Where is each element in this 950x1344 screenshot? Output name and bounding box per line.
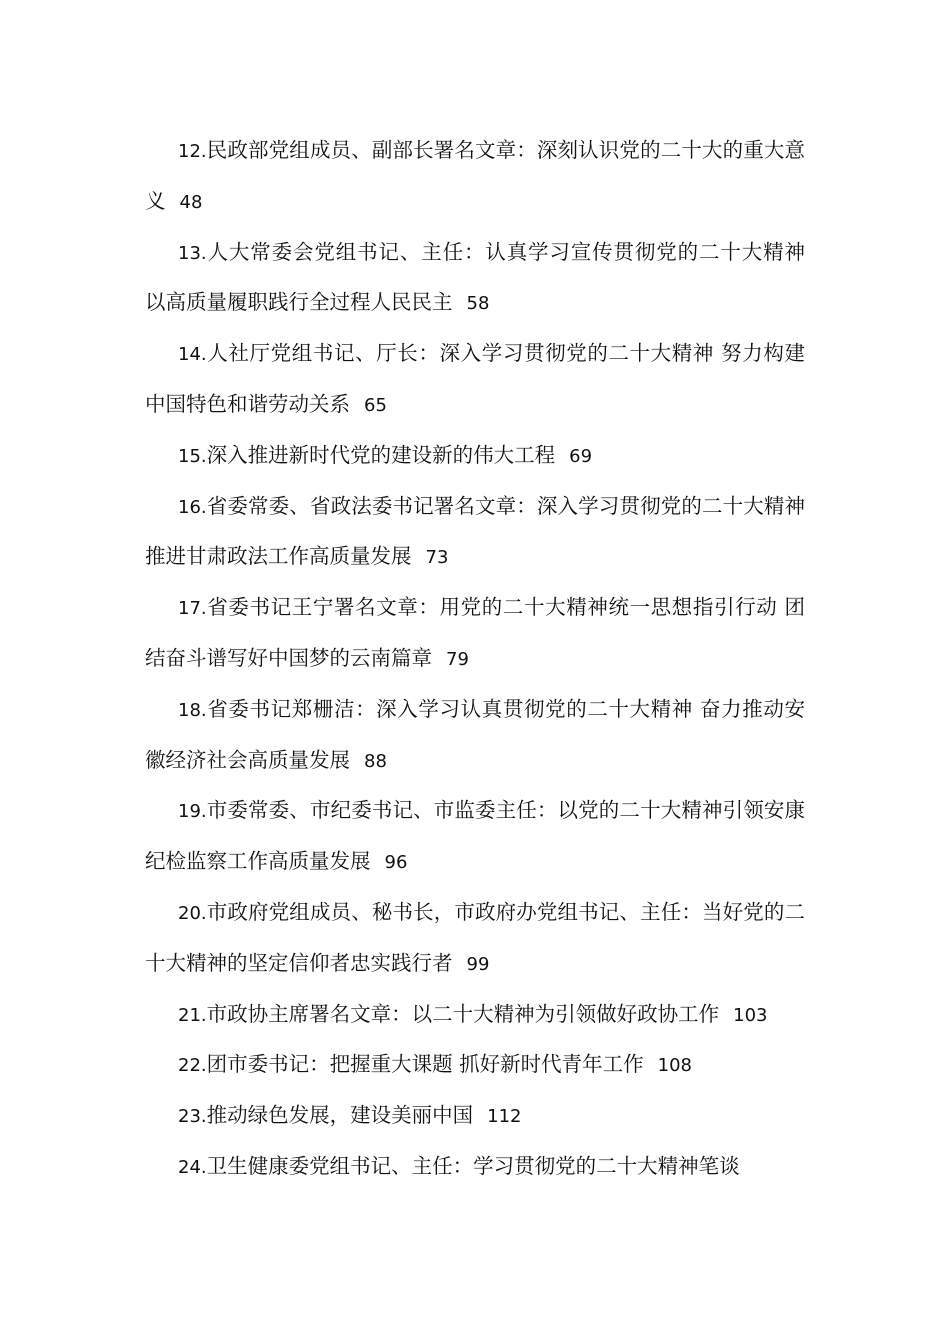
toc-entry-23[interactable] bbox=[145, 1091, 805, 1142]
toc-entry-20[interactable] bbox=[145, 888, 805, 990]
toc-page-number: 99 bbox=[466, 953, 490, 975]
toc-entry-number: 15. bbox=[178, 445, 207, 467]
toc-entry-title: 团市委书记：把握重大课题 抓好新时代青年工作 bbox=[206, 1052, 644, 1077]
toc-entry-title: 市政协主席署名文章：以二十大精神为引领做好政协工作 bbox=[206, 1001, 720, 1026]
toc-entry-title: 省委常委、省政法委书记署名文章：深入学习贯彻党的二十大精神 推进甘肃政法工作高质量发展 bbox=[145, 493, 805, 569]
table-of-contents bbox=[145, 126, 805, 1193]
toc-entry-16[interactable] bbox=[145, 482, 805, 584]
toc-page-number: 73 bbox=[425, 547, 449, 569]
toc-entry-title: 省委书记王宁署名文章：用党的二十大精神统一思想指引行动 团结奋斗谱写好中国梦的云南篇章 bbox=[145, 595, 805, 670]
toc-entry-18[interactable] bbox=[145, 685, 805, 787]
toc-entry-number: 16. bbox=[178, 496, 207, 518]
toc-entry-title: 人大常委会党组书记、主任：认真学习宣传贯彻党的二十大精神 以高质量履职践行全过程人民民主 bbox=[145, 239, 805, 315]
toc-entry-title: 卫生健康委党组书记、主任：学习贯彻党的二十大精神笔谈 bbox=[206, 1153, 740, 1178]
toc-entry-title: 深入推进新时代党的建设新的伟大工程 bbox=[206, 442, 556, 467]
toc-entry-title: 市委常委、市纪委书记、市监委主任：以党的二十大精神引领安康纪检监察工作高质量发展 bbox=[145, 798, 805, 874]
toc-page-number: 48 bbox=[179, 191, 203, 213]
toc-entry-12[interactable] bbox=[145, 126, 805, 228]
toc-entry-number: 22. bbox=[178, 1055, 207, 1077]
toc-entry-number: 19. bbox=[178, 801, 207, 823]
toc-entry-number: 23. bbox=[178, 1106, 207, 1128]
toc-page-number: 103 bbox=[733, 1004, 768, 1026]
toc-entry-number: 18. bbox=[178, 699, 207, 721]
toc-page-number: 58 bbox=[466, 293, 490, 315]
toc-entry-number: 21. bbox=[178, 1004, 207, 1026]
toc-entry-number: 17. bbox=[178, 598, 207, 620]
toc-entry-24[interactable] bbox=[145, 1142, 805, 1193]
toc-page-number: 65 bbox=[364, 394, 387, 416]
toc-page-number: 112 bbox=[487, 1106, 522, 1128]
toc-entry-title: 市政府党组成员、秘书长，市政府办党组书记、主任：当好党的二十大精神的坚定信仰者忠实践行者 bbox=[145, 899, 805, 975]
toc-entry-17[interactable] bbox=[145, 583, 805, 685]
toc-page-number: 69 bbox=[569, 445, 593, 467]
toc-entry-13[interactable] bbox=[145, 228, 805, 330]
toc-entry-22[interactable] bbox=[145, 1040, 805, 1091]
toc-entry-number: 20. bbox=[178, 902, 207, 924]
toc-entry-19[interactable] bbox=[145, 786, 805, 888]
toc-entry-21[interactable] bbox=[145, 990, 805, 1041]
toc-entry-title: 推动绿色发展，建设美丽中国 bbox=[206, 1103, 474, 1128]
toc-page-number: 96 bbox=[384, 852, 408, 874]
toc-entry-number: 24. bbox=[178, 1156, 207, 1178]
toc-entry-number: 13. bbox=[178, 242, 207, 264]
toc-page-number: 79 bbox=[446, 648, 469, 670]
toc-entry-14[interactable] bbox=[145, 329, 805, 431]
toc-page-number: 88 bbox=[364, 750, 387, 772]
toc-entry-title: 省委书记郑栅洁：深入学习认真贯彻党的二十大精神 奋力推动安徽经济社会高质量发展 bbox=[145, 696, 805, 772]
toc-entry-number: 12. bbox=[178, 141, 207, 162]
toc-entry-number: 14. bbox=[178, 344, 207, 366]
toc-page-number: 108 bbox=[657, 1055, 693, 1077]
toc-entry-title: 民政部党组成员、副部长署名文章：深刻认识党的二十大的重大意义 bbox=[145, 138, 805, 213]
toc-entry-15[interactable] bbox=[145, 431, 805, 482]
toc-entry-title: 人社厅党组书记、厅长：深入学习贯彻党的二十大精神 努力构建中国特色和谐劳动关系 bbox=[145, 341, 805, 416]
